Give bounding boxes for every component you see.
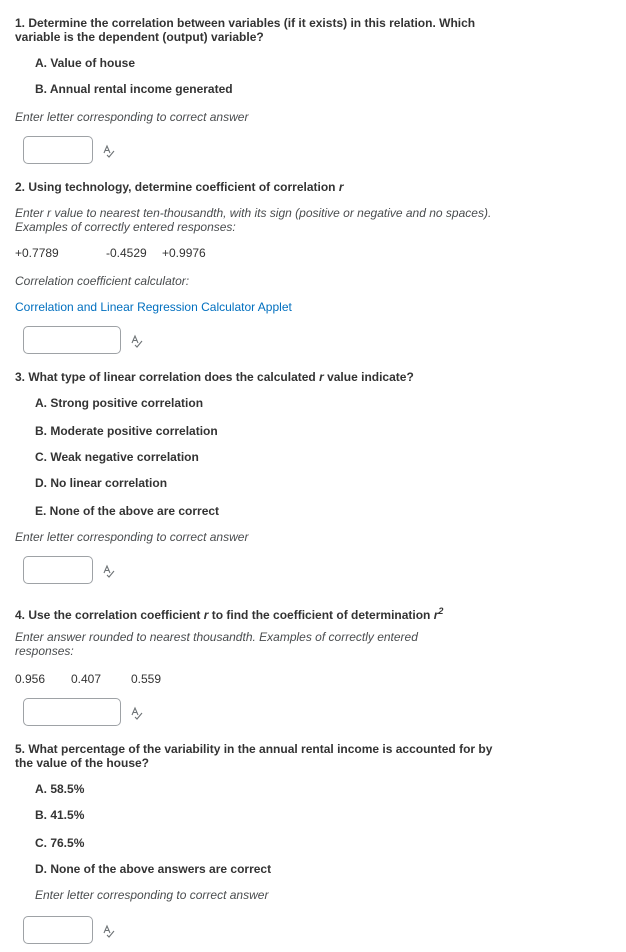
q5-answer-input[interactable] <box>23 916 93 944</box>
q2-example-2: -0.4529 <box>106 246 147 260</box>
q3-option-c: C. Weak negative correlation <box>35 450 199 464</box>
q1-option-b: B. Annual rental income generated <box>35 82 233 96</box>
q5-option-a: A. 58.5% <box>35 782 85 796</box>
q4-instruction: Enter answer rounded to nearest thousandth. Examples of correctly entered responses: <box>15 630 418 658</box>
q2-calculator-label: Correlation coefficient calculator: <box>15 274 190 288</box>
spellcheck-icon[interactable] <box>130 334 144 348</box>
q5-option-b: B. 41.5% <box>35 808 85 822</box>
q5-option-c: C. 76.5% <box>35 836 85 850</box>
q3-answer-input[interactable] <box>23 556 93 584</box>
spellcheck-icon[interactable] <box>102 564 116 578</box>
q3-instruction: Enter letter corresponding to correct answer <box>15 530 249 544</box>
q3-option-d: D. No linear correlation <box>35 476 168 490</box>
q4-answer-input[interactable] <box>23 698 121 726</box>
q2-example-1: +0.7789 <box>15 246 59 260</box>
q1-option-a: A. Value of house <box>35 56 136 70</box>
question-5-text: 5. What percentage of the variability in the annual rental income is accounted for by the value of the house? <box>15 742 493 770</box>
question-4-text: 4. Use the correlation coefficient r to find the coefficient of determination $r^2$ <box>15 606 444 622</box>
q2-instruction: Enter r value to nearest ten-thousandth, with its sign (positive or negative and no spaces). Examples of correctly entered responses: <box>15 206 492 234</box>
question-2-text: 2. Using technology, determine coefficient of correlation r <box>15 180 344 194</box>
question-1-text: 1. Determine the correlation between variables (if it exists) in this relation. Which variable is the dependent (output) variable? <box>15 16 476 44</box>
calculator-applet-link[interactable]: Correlation and Linear Regression Calculator Applet <box>15 300 292 314</box>
q1-answer-input[interactable] <box>23 136 93 164</box>
q4-example-3: 0.559 <box>131 672 162 686</box>
q3-option-a: A. Strong positive correlation <box>35 396 204 410</box>
q2-example-3: +0.9976 <box>162 246 206 260</box>
q4-example-2: 0.407 <box>71 672 102 686</box>
spellcheck-icon[interactable] <box>102 144 116 158</box>
spellcheck-icon[interactable] <box>130 706 144 720</box>
spellcheck-icon[interactable] <box>102 924 116 938</box>
q1-instruction: Enter letter corresponding to correct answer <box>15 110 249 124</box>
q5-instruction: Enter letter corresponding to correct answer <box>35 888 269 902</box>
q3-option-e: E. None of the above are correct <box>35 504 220 518</box>
q5-option-d: D. None of the above answers are correct <box>35 862 272 876</box>
q4-example-1: 0.956 <box>15 672 46 686</box>
q3-option-b: B. Moderate positive correlation <box>35 424 218 438</box>
q2-answer-input[interactable] <box>23 326 121 354</box>
question-3-text: 3. What type of linear correlation does the calculated r value indicate? <box>15 370 414 384</box>
